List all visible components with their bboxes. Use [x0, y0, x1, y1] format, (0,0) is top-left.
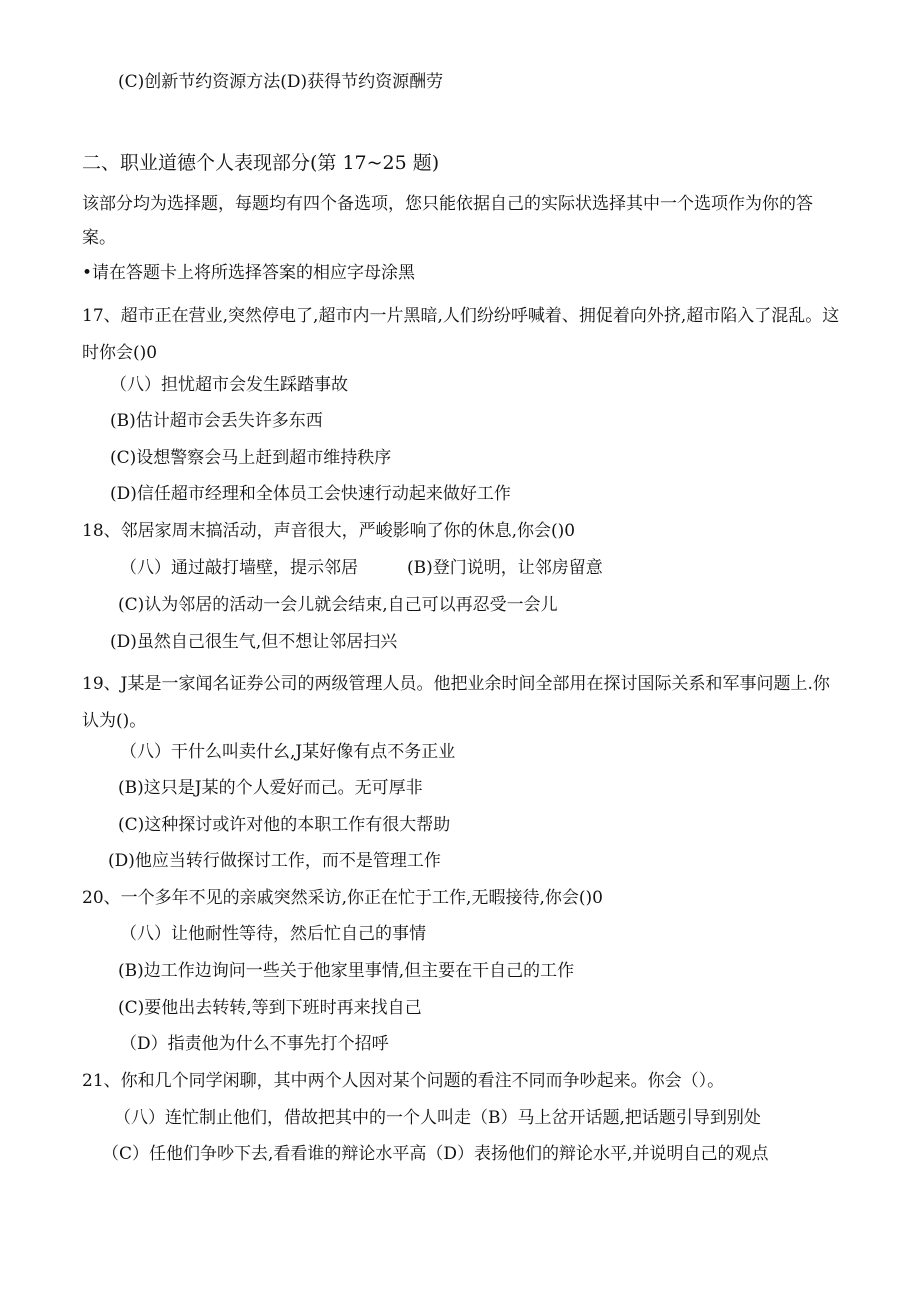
option-b: (B)这只是J某的个人爱好而己。无可厚非	[118, 778, 423, 798]
option-cd: （C）任他们争吵下去,看看谁的辩论水平高（D）表扬他们的辩论水平,并说明自己的观点	[102, 1144, 769, 1164]
question-stem: 18、邻居家周末搞活动，声音很大，严峻影响了你的休息,你会()0	[82, 521, 576, 541]
option-c: (C)要他出去转转,等到下班时再来找自己	[118, 998, 422, 1018]
question-stem: 20、一个多年不见的亲戚突然采访,你正在忙于工作,无暇接待,你会()0	[82, 888, 603, 908]
option-b: (B)估计超市会丢失许多东西	[110, 411, 323, 431]
section-title: 二、职业道德个人表现部分(第 17~25 题)	[82, 152, 440, 174]
intro-paragraph: 该部分均为选择题，每题均有四个备选项，您只能依据自己的实际状选择其中一个选项作为你的答案。	[82, 194, 813, 248]
option-a: （八）让他耐性等待，然后忙自己的事情	[120, 924, 426, 944]
option-ab: （八）连忙制止他们，借故把其中的一个人叫走（B）马上岔开话题,把话题引导到别处	[114, 1108, 761, 1128]
option-b: (B)登门说明，让邻房留意	[407, 558, 603, 578]
option-c: (C)认为邻居的活动一会儿就会结束,自己可以再忍受一会儿	[118, 595, 558, 615]
option-d: (D)信任超市经理和全体员工会快速行动起来做好工作	[110, 484, 511, 504]
option-b: (B)边工作边询问一些关于他家里事情,但主要在干自己的工作	[118, 961, 575, 981]
question-stem: 21、你和几个同学闲聊，其中两个人因对某个问题的看注不同而争吵起来。你会（）。	[82, 1071, 725, 1091]
option-a: （八）干什么叫卖什幺,J某好像有点不务正业	[120, 742, 456, 762]
option-d: （D）指责他为什么不事先打个招呼	[120, 1034, 389, 1054]
option-a: （八）担忧超市会发生踩踏事故	[110, 375, 348, 395]
option-c: (C)设想警察会马上赶到超市维持秩序	[110, 448, 392, 468]
option-c: (C)这种探讨或许对他的本职工作有很大帮助	[118, 815, 451, 835]
instruction-note: •请在答题卡上将所选择答案的相应字母涂黑	[82, 263, 416, 283]
question-stem: 17、超市正在营业,突然停电了,超市内一片黑暗,人们纷纷呼喊着、拥促着向外挤,超市陷入了混乱。这时你会()0	[82, 306, 840, 363]
question-stem: 19、J某是一家闻名证券公司的两级管理人员。他把业余时间全部用在探讨国际关系和军事问题上.你认为()。	[82, 674, 830, 731]
option-a: （八）通过敲打墙壁，提示邻居	[120, 558, 358, 578]
option-d: (D)虽然自己很生气,但不想让邻居扫兴	[110, 632, 398, 652]
option-d: (D)他应当转行做探讨工作，而不是管理工作	[108, 851, 441, 871]
option-line: (C)创新节约资源方法(D)获得节约资源酬劳	[118, 72, 444, 92]
